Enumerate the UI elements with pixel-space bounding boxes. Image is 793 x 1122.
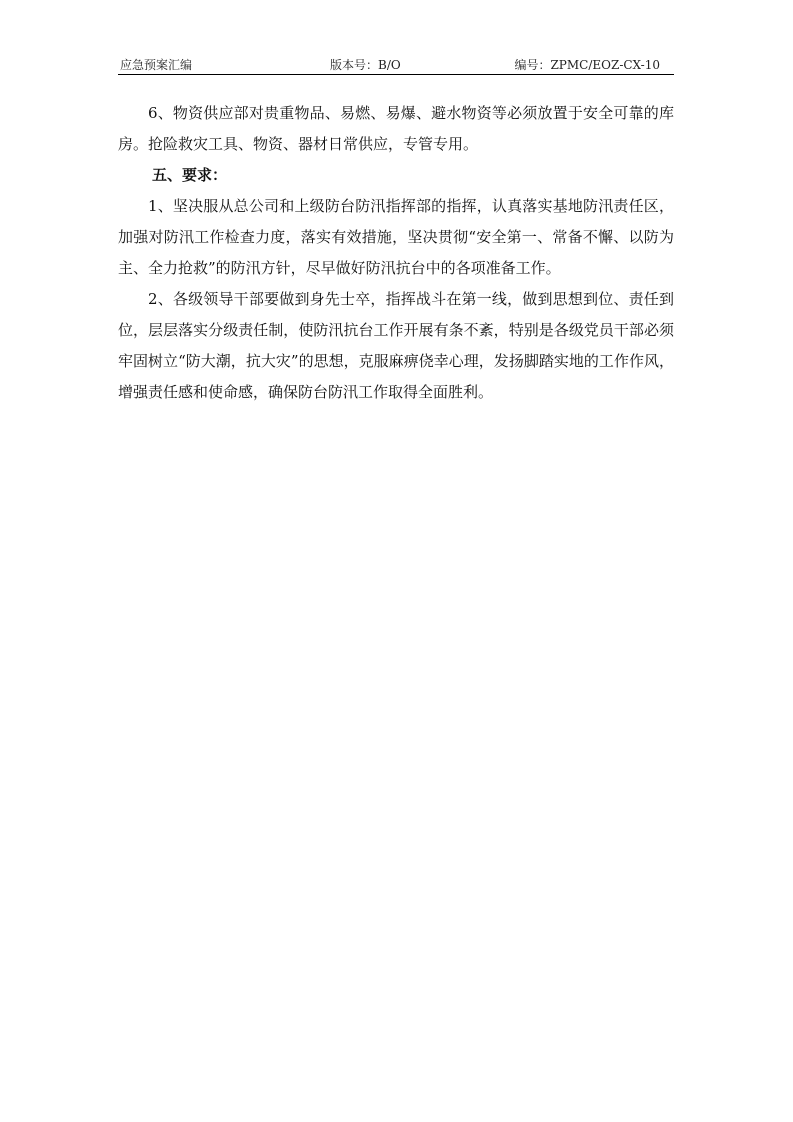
header-doc-title: 应急预案汇编 — [120, 58, 193, 72]
document-body — [118, 98, 674, 408]
paragraph-requirement-1: 1、坚决服从总公司和上级防台防汛指挥部的指挥，认真落实基地防汛责任区，加强对防汛工作检查力度，落实有效措施，坚决贯彻“安全第一、常备不懈、以防为主、全力抢救”的防汛方针，尽早做好防汛抗台中的各项准备工作。 — [118, 197, 674, 277]
header-doc-number: 编号：ZPMC/EOZ-CX-10 — [514, 58, 660, 72]
section-heading-requirements: 五、要求： — [152, 166, 228, 184]
paragraph-item-6: 6、物资供应部对贵重物品、易燃、易爆、避水物资等必须放置于安全可靠的库房。抢险救灾工具、物资、器材日常供应，专管专用。 — [118, 104, 674, 153]
header-divider — [118, 74, 674, 75]
header-version: 版本号：B/O — [330, 58, 401, 72]
page-header — [118, 56, 674, 74]
paragraph-requirement-2: 2、各级领导干部要做到身先士卒，指挥战斗在第一线，做到思想到位、责任到位，层层落实分级责任制，使防汛抗台工作开展有条不紊，特别是各级党员干部必须牢固树立“防大潮，抗大灾”的思想，克服麻痹侥幸心理，发扬脚踏实地的工作作风，增强责任感和使命感，确保防台防汛工作取得全面胜利。 — [118, 290, 674, 401]
